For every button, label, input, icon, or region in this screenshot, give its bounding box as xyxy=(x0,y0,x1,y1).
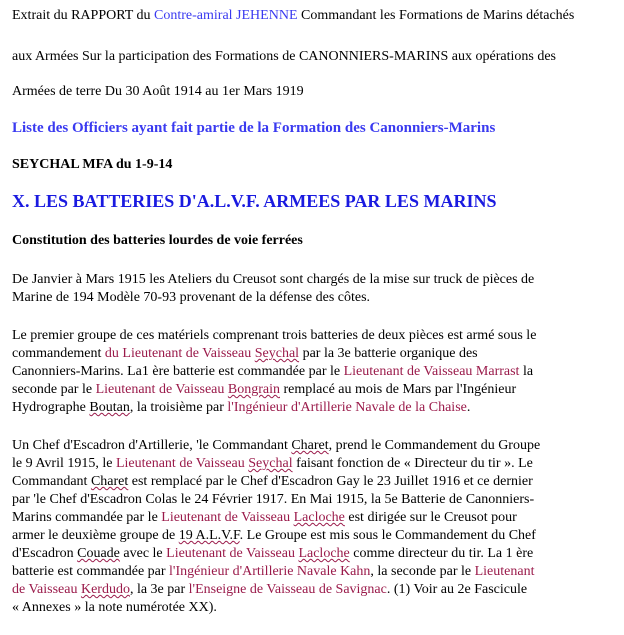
p3-line-1 xyxy=(12,437,540,455)
p3-line-5 xyxy=(12,509,517,527)
intro-text: Extrait du RAPPORT du xyxy=(12,8,155,23)
list-title: Liste des Officiers ayant fait partie de la Formation des Canonniers-Marins xyxy=(12,120,496,136)
p3-line-8 xyxy=(12,563,534,581)
seychal-heading: SEYCHAL MFA du 1-9-14 xyxy=(12,157,173,172)
text: Canonniers-Marins. La1 ère batterie est commandée par le xyxy=(12,364,344,379)
text: est dirigée sur le Creusot pour xyxy=(344,510,517,525)
unit-name: 19 A.L.V.F xyxy=(178,528,240,543)
officer-rank: Lieutenant xyxy=(474,564,535,579)
text: Marins commandée par le xyxy=(12,510,162,525)
officer-rank: Lieutenant de Vaisseau xyxy=(95,382,228,397)
intro-line-3: Armées de terre Du 30 Août 1914 au 1er Mars 1919 xyxy=(12,84,304,99)
p2-line-2 xyxy=(12,345,478,363)
p3-line-4: par 'le Chef d'Escadron Colas le 24 Février 1917. En Mai 1915, la 5e Batterie de Canonniers- xyxy=(12,492,535,507)
p3-line-6 xyxy=(12,527,536,545)
text: d'Escadron xyxy=(12,546,78,561)
text: , la troisième par xyxy=(129,400,228,415)
p2-line-1: Le premier groupe de ces matériels comprenant trois batteries de deux pièces est armé sous le xyxy=(12,328,537,343)
text: seconde par le xyxy=(12,382,96,397)
p3-line-9 xyxy=(12,581,527,599)
text: . xyxy=(466,400,471,415)
officer-name: Marrast xyxy=(475,364,520,379)
text: . (1) Voir au 2e Fascicule xyxy=(386,582,528,597)
section-title: X. LES BATTERIES D'A.L.V.F. ARMEES PAR LES MARINS xyxy=(12,191,497,211)
officer-name: Lacloche xyxy=(298,546,350,561)
officer-name: Kerdudo xyxy=(80,582,130,597)
person-name: Boutan xyxy=(89,400,130,415)
person-name: Couade xyxy=(77,546,120,561)
person-name: Charet xyxy=(90,474,129,489)
p3-line-10: « Annexes » la note numérotée XX). xyxy=(12,600,217,615)
section-subtitle: Constitution des batteries lourdes de voie ferrées xyxy=(12,233,303,248)
text: la xyxy=(519,364,534,379)
text: , la 3e par xyxy=(129,582,189,597)
text: , prend le Commandement du Groupe xyxy=(328,438,541,453)
text: est remplacé par le Chef d'Escadron Gay le 23 Juillet 1916 et ce dernier xyxy=(128,474,533,489)
text: comme directeur du tir. La 1 ère xyxy=(349,546,534,561)
officer-name: Seychal xyxy=(254,346,300,361)
text: Un Chef d'Escadron d'Artillerie, 'le Commandant xyxy=(12,438,292,453)
admiral-name: Contre-amiral JEHENNE xyxy=(154,8,298,23)
text: faisant fonction de « Directeur du tir ». Le xyxy=(292,456,533,471)
officer-rank: de Vaisseau xyxy=(12,582,81,597)
officer-rank: Lieutenant de Vaisseau xyxy=(161,510,294,525)
officer-rank: Lieutenant de Vaisseau xyxy=(343,364,476,379)
p2-line-5 xyxy=(12,399,470,417)
officer-rank: du Lieutenant de Vaisseau xyxy=(104,346,255,361)
text: avec le xyxy=(119,546,167,561)
p1-line-1: De Janvier à Mars 1915 les Ateliers du Creusot sont chargés de la mise sur truck de pièces de xyxy=(12,272,535,287)
officer-name: l'Ingénieur d'Artillerie Navale de la Chaise xyxy=(227,400,467,415)
p1-line-2: Marine de 194 Modèle 70-93 provenant de la défense des côtes. xyxy=(12,290,371,305)
text: Hydrographe xyxy=(12,400,90,415)
text: remplacé au mois de Mars par l'Ingénieur xyxy=(280,382,517,397)
text: le 9 Avril 1915, le xyxy=(12,456,116,471)
officer-rank: Lieutenant de Vaisseau xyxy=(166,546,299,561)
intro-line-2: aux Armées Sur la participation des Formations de CANONNIERS-MARINS aux opérations des xyxy=(12,49,556,64)
officer-name: Bongrain xyxy=(227,382,280,397)
text: commandement xyxy=(12,346,105,361)
text: armer le deuxième groupe de xyxy=(12,528,179,543)
intro-text: Commandant les Formations de Marins détachés xyxy=(297,8,575,23)
person-name: Charet xyxy=(291,438,329,453)
officer-name: Lacloche xyxy=(293,510,345,525)
officer-name: l'Enseigne de Vaisseau de Savignac xyxy=(188,582,387,597)
text: Commandant xyxy=(12,474,91,489)
text: batterie est commandée par xyxy=(12,564,170,579)
officer-rank: Lieutenant de Vaisseau xyxy=(115,456,249,471)
text: . Le Groupe est mis sous le Commandement du Chef xyxy=(239,528,536,543)
p3-line-3 xyxy=(12,473,533,491)
text: , la seconde par le xyxy=(370,564,475,579)
p3-line-2 xyxy=(12,455,533,473)
p3-line-7 xyxy=(12,545,533,563)
officer-name: Seychal xyxy=(248,456,293,471)
officer-name: l'Ingénieur d'Artillerie Navale Kahn xyxy=(169,564,371,579)
p2-line-4 xyxy=(12,381,516,399)
p2-line-3 xyxy=(12,363,533,381)
text: par la 3e batterie organique des xyxy=(299,346,478,361)
intro-line-1 xyxy=(12,7,574,25)
